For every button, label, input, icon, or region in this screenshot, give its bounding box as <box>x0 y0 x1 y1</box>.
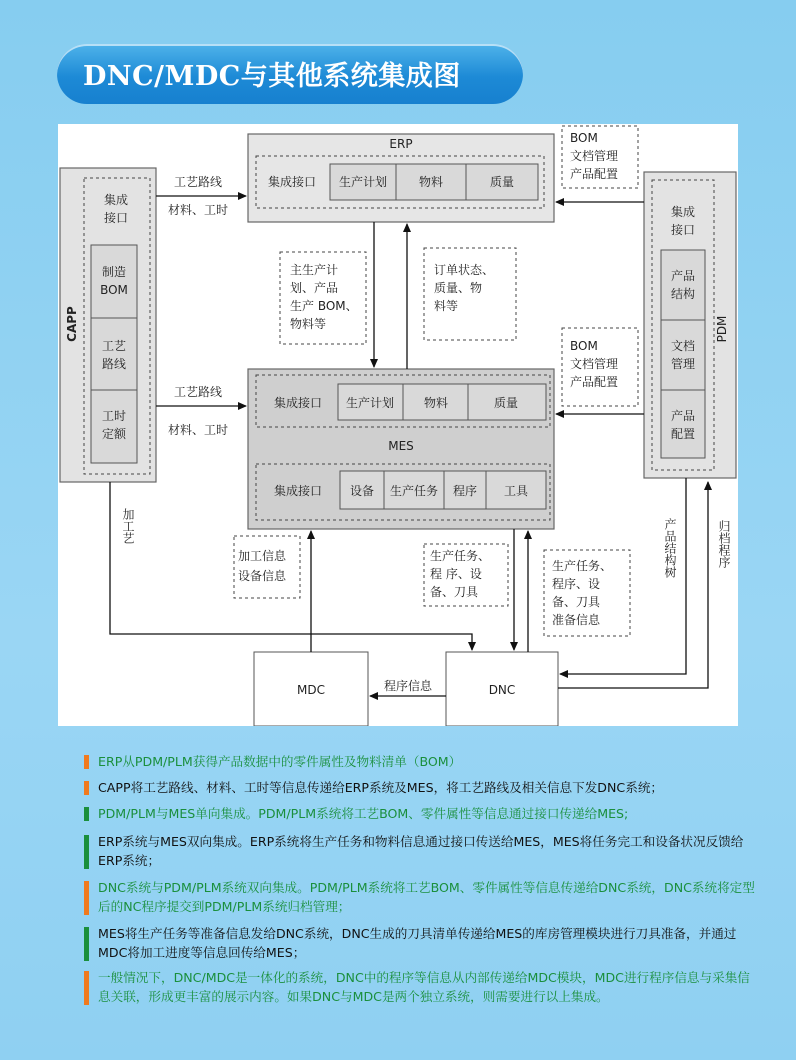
diagram-svg <box>58 124 738 726</box>
note-item <box>84 968 762 1006</box>
pdm-erp-label-3: 产品配置 <box>570 167 619 181</box>
pdm-label: PDM <box>715 315 729 343</box>
erp-mes-label-4: 物料等 <box>290 317 327 331</box>
note-item <box>84 752 762 771</box>
note-item <box>84 804 762 823</box>
pdm-docs-1: 文档 <box>670 339 696 353</box>
mes-interface-bottom: 集成接口 <box>273 484 323 498</box>
capp-erp-label-2: 材料、工时 <box>167 203 229 217</box>
pdm-mes-label-3: 产品配置 <box>570 375 619 389</box>
mes-erp-label-3: 料等 <box>434 299 459 313</box>
erp-mes-label-1: 主生产计 <box>290 263 339 277</box>
capp-interface-1: 集成 <box>103 193 129 207</box>
dnc-label: DNC <box>488 683 516 697</box>
mes-material: 物料 <box>423 396 449 410</box>
dnc-pdm-label: 归档程序 <box>717 520 731 568</box>
capp-route-2: 路线 <box>101 357 127 371</box>
capp-route-1: 工艺 <box>101 339 127 353</box>
erp-block <box>248 134 554 222</box>
dnc-mes-label-1: 生产任务、 <box>552 559 613 573</box>
note-bar <box>84 781 89 795</box>
note-item <box>84 924 762 962</box>
pdm-dnc-label: 产品结构树 <box>663 518 677 578</box>
mes-erp-label-2: 质量、物 <box>434 281 483 295</box>
pdm-interface-2: 接口 <box>670 223 696 237</box>
erp-mes-label-2: 划、产品 <box>290 281 339 295</box>
pdm-config-2: 配置 <box>670 427 696 441</box>
mdc-mes-label-2: 设备信息 <box>238 569 287 583</box>
erp-mes-label-3: 生产 BOM、 <box>290 299 358 313</box>
note-text: PDM/PLM与MES单向集成。PDM/PLM系统将工艺BOM、零件属性等信息通过接口传递给MES; <box>98 806 629 821</box>
dnc-mes-label-2: 程序、设 <box>552 577 601 591</box>
mdc-label: MDC <box>297 683 325 697</box>
mdc-block <box>254 652 368 726</box>
erp-quality: 质量 <box>489 175 515 189</box>
pdm-docs-2: 管理 <box>670 357 696 371</box>
page-title: DNC/MDC与其他系统集成图 <box>83 61 461 92</box>
note-bar <box>84 807 89 821</box>
erp-interface: 集成接口 <box>267 175 317 189</box>
mes-dnc-label-2: 程 序、设 <box>430 567 482 581</box>
pdm-block <box>644 172 736 478</box>
note-text: DNC系统与PDM/PLM系统双向集成。PDM/PLM系统将工艺BOM、零件属性等信息传递给DNC系统，DNC系统将定型后的NC程序提交到PDM/PLM系统归档管理； <box>98 880 755 914</box>
erp-label: ERP <box>389 137 413 151</box>
note-bar <box>84 835 89 869</box>
dnc-mdc-label: 程序信息 <box>383 679 433 693</box>
note-bar <box>84 755 89 769</box>
dnc-mes-label-4: 准备信息 <box>552 613 601 627</box>
capp-mes-label-1: 工艺路线 <box>173 385 223 399</box>
note-text: CAPP将工艺路线、材料、工时等信息传递给ERP系统及MES，将工艺路线及相关信息下发DNC系统； <box>98 780 664 795</box>
mes-interface-top: 集成接口 <box>273 396 323 410</box>
pdm-structure-2: 结构 <box>670 287 696 301</box>
erp-plan: 生产计划 <box>338 175 388 189</box>
capp-block <box>60 168 156 482</box>
pdm-config-1: 产品 <box>670 409 696 423</box>
title-banner <box>57 44 523 104</box>
capp-interface-2: 接口 <box>103 211 129 225</box>
pdm-mes-label-2: 文档管理 <box>570 357 619 371</box>
integration-diagram <box>58 124 738 726</box>
note-bar <box>84 971 89 1005</box>
mes-block <box>248 369 554 529</box>
dnc-block <box>446 652 558 726</box>
capp-bom-2: BOM <box>100 283 128 297</box>
pdm-erp-label-2: 文档管理 <box>570 149 619 163</box>
mes-tool: 工具 <box>503 484 529 498</box>
note-text: MES将生产任务等准备信息发给DNC系统，DNC生成的刀具清单传递给MES的库房管理模块进行刀具准备，并通过MDC将加工进度等信息回传给MES； <box>98 926 737 960</box>
note-item <box>84 832 762 870</box>
mes-erp-label-1: 订单状态、 <box>434 263 495 277</box>
mes-label: MES <box>388 439 414 453</box>
capp-mes-label-2: 材料、工时 <box>167 423 229 437</box>
mes-dnc-label-3: 备、刀具 <box>430 585 479 599</box>
mes-dnc-label-1: 生产任务、 <box>430 549 491 563</box>
pdm-mes-label-1: BOM <box>570 339 598 353</box>
note-text: ERP从PDM/PLM获得产品数据中的零件属性及物料清单（BOM） <box>98 754 462 769</box>
capp-erp-label-1: 工艺路线 <box>173 175 223 189</box>
note-bar <box>84 881 89 915</box>
note-text: ERP系统与MES双向集成。ERP系统将生产任务和物料信息通过接口传送给MES，MES将任务完工和设备状况反馈给ERP系统； <box>98 834 744 868</box>
pdm-structure-1: 产品 <box>670 269 696 283</box>
capp-time-2: 定额 <box>101 427 127 441</box>
mes-program: 程序 <box>452 484 478 498</box>
note-bar <box>84 927 89 961</box>
mes-task: 生产任务 <box>389 484 439 498</box>
pdm-erp-label-1: BOM <box>570 131 598 145</box>
note-text: 一般情况下，DNC/MDC是一体化的系统，DNC中的程序等信息从内部传递给MDC模块，MDC进行程序信息与采集信息关联，形成更丰富的展示内容。如果DNC与MDC是两个独立系统，则需要进行以上集成。 <box>98 970 750 1004</box>
capp-label: CAPP <box>65 306 79 342</box>
note-item <box>84 878 762 916</box>
mes-equipment: 设备 <box>349 484 375 498</box>
capp-dnc-label: 加工艺 <box>121 508 135 544</box>
erp-material: 物料 <box>418 175 444 189</box>
pdm-interface-1: 集成 <box>670 205 696 219</box>
capp-bom-1: 制造 <box>101 265 127 279</box>
note-item <box>84 778 762 797</box>
mes-plan: 生产计划 <box>345 396 395 410</box>
capp-time-1: 工时 <box>101 409 127 423</box>
dnc-mes-label-3: 备、刀具 <box>552 595 601 609</box>
mdc-mes-label-1: 加工信息 <box>238 549 287 563</box>
mes-quality: 质量 <box>493 396 519 410</box>
